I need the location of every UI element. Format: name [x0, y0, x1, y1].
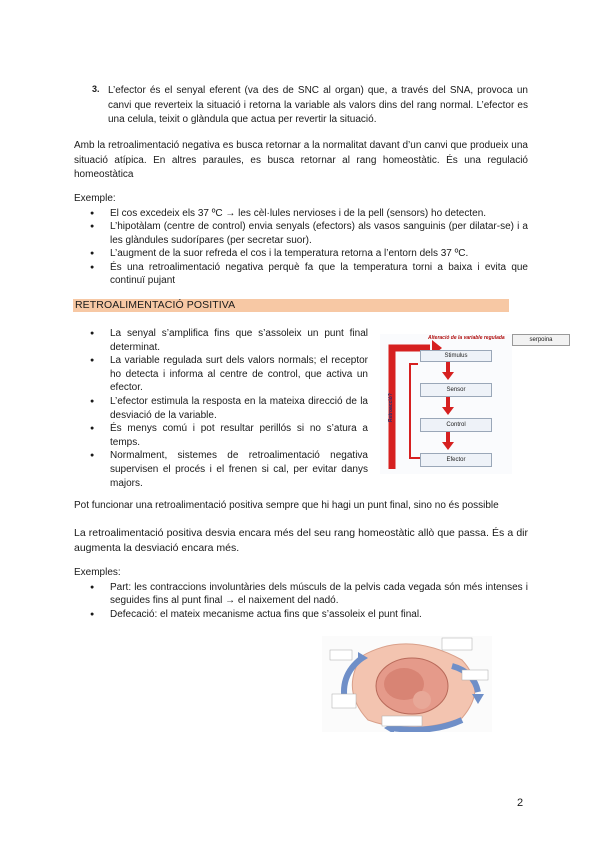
list-item: ● La senyal s’amplifica fins que s’assoleix un punt final determinat. — [90, 327, 368, 354]
list-item: ● És una retroalimentació negativa perquè fa que la temperatura torni a baixa i evita que continuï pujant — [90, 261, 528, 288]
list-item: ● L’augment de la suor refreda el cos i la temperatura retorna a l’entorn dels 37 ºC. — [90, 247, 528, 261]
example-heading: Exemples: — [74, 567, 121, 578]
list-item: ● Normalment, sistemes de retroalimentació negativa supervisen el procés i el frenen si cal, per evitar danys majors. — [90, 449, 368, 490]
childbirth-illustration — [322, 636, 492, 732]
example-bullet-list — [90, 207, 528, 289]
positive-feedback-bullets — [90, 327, 368, 490]
effector-box: Efector — [420, 453, 492, 467]
list-item: ● És menys comú i pot resultar perillós si no s’atura a temps. — [90, 422, 368, 449]
item-number: 3. — [92, 84, 100, 94]
diagram-side-label: Retroacció? — [388, 393, 394, 422]
list-item: ● L’efector estimula la resposta en la mateixa direcció de la desviació de la variable. — [90, 395, 368, 422]
page-number: 2 — [517, 797, 524, 809]
example-negative — [74, 192, 528, 288]
sensor-box: Sensor — [420, 383, 492, 397]
stimulus-box: Stimulus — [420, 350, 492, 362]
endpoint-paragraph: Pot funcionar una retroalimentació positiva sempre que hi hagi un punt final, sino no és possible — [74, 500, 499, 511]
example-heading: Exemple: — [74, 193, 116, 204]
section-header-positive: RETROALIMENTACIÓ POSITIVA — [73, 299, 509, 312]
negative-feedback-paragraph: Amb la retroalimentació negativa es busca retornar a la normalitat davant d’un canvi que produeix una situació atípica. En altres paraules, es busca retornar al rang homeostàtic. És una regulació homeostàtica — [74, 140, 528, 180]
list-item: ● La variable regulada surt dels valors normals; el receptor ho detecta i informa al centre de control, que activa un efector. — [90, 354, 368, 395]
positive-feedback-diagram — [380, 334, 512, 474]
numbered-item-3 — [92, 84, 528, 128]
list-item: ● El cos excedeix els 37 ºC → les cèl·lules nervioses i de la pell (sensors) ho detecten. — [90, 207, 528, 221]
list-item: ● Part: les contraccions involuntàries dels músculs de la pelvis cada vegada són més intenses i seguides fins al punt final → el naixement del nadó. — [90, 581, 528, 608]
control-box: Control — [420, 418, 492, 432]
item-text: L’efector és el senyal eferent (va des de SNC al organ) que, a través del SNA, provoca un canvi que reverteix la situació i retorna la variable als valors dins del rang normal. L’efector es una celula, teixit o glàndula que actua per revertir la situació. — [108, 85, 528, 125]
example-positive — [74, 566, 528, 621]
diagram-tag: serpoina — [512, 334, 570, 346]
deviation-paragraph: La retroalimentació positiva desvia encara més del seu rang homeostàtic allò que passa. És a dir augmenta la desviació encara més. — [74, 527, 528, 554]
childbirth-drawing — [322, 636, 492, 732]
list-item: ● L’hipotàlam (centre de control) envia senyals (efectors) als vasos sanguinis (per dilatar-se) i a les glàndules sudorípares (per secretar suor). — [90, 220, 528, 247]
list-item: ● Defecació: el mateix mecanisme actua fins que s’assoleix el punt final. — [90, 608, 528, 622]
example-bullet-list — [90, 581, 528, 622]
diagram-title: Alteració de la variable regulada — [428, 335, 505, 341]
